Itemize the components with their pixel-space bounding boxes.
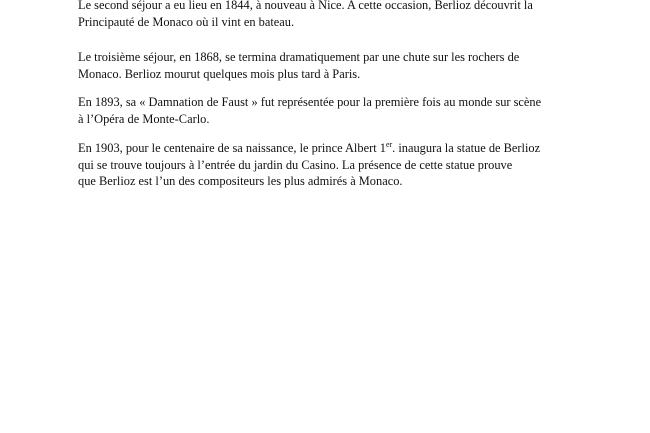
line-text: . inaugura la statue de Berlioz [392, 141, 541, 155]
paragraph-line: qui se trouve toujours à l’entrée du jardin du Casino. La présence de cette statue prouve [78, 157, 513, 172]
paragraph-line: Principauté de Monaco où il vint en bateau. [78, 14, 295, 29]
paragraph-line: à l’Opéra de Monte-Carlo. [78, 111, 210, 126]
paragraph-troisieme-sejour [78, 49, 519, 82]
paragraph-line: En 1893, sa « Damnation de Faust » fut représentée pour la première fois au monde sur scène [78, 95, 542, 109]
paragraph-line: que Berlioz est l’un des compositeurs les plus admirés à Monaco. [78, 174, 403, 188]
paragraph-damnation-de-faust [78, 94, 541, 127]
line-text: En 1903, pour le centenaire de sa naissance, le prince Albert 1 [78, 141, 386, 155]
paragraph-line: Monaco. Berlioz mourut quelques mois plus tard à Paris. [78, 66, 361, 81]
superscript-ordinal: er [385, 139, 393, 149]
paragraph-line [78, 140, 540, 157]
paragraph-second-sejour [78, 0, 533, 30]
paragraph-line: Le second séjour a eu lieu en 1844, à nouveau à Nice. A cette occasion, Berlioz découvrit la [78, 0, 533, 12]
paragraph-line: Le troisième séjour, en 1868, se termina dramatiquement par une chute sur les rochers de [78, 50, 520, 64]
paragraph-statue-berlioz [78, 140, 540, 190]
